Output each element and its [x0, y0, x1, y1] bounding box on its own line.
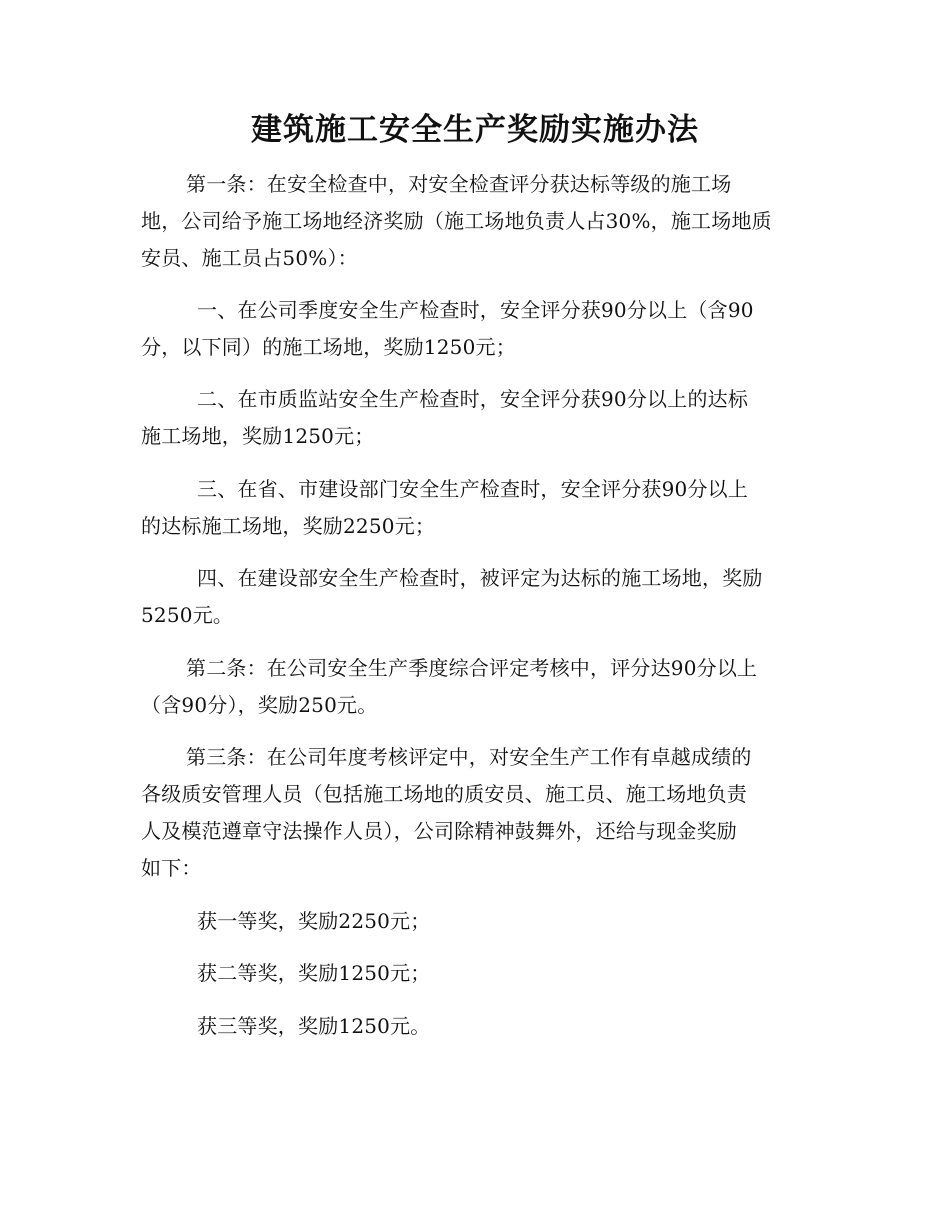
text-line: 施工场地，奖励1250元；	[141, 424, 375, 448]
document-title: 建筑施工安全生产奖励实施办法	[251, 112, 699, 148]
text-line: 第二条：在公司安全生产季度综合评定考核中，评分达90分以上	[186, 656, 758, 680]
text-line: 各级质安管理人员（包括施工场地的质安员、施工员、施工场地负责	[141, 782, 747, 806]
text-line: 第一条：在安全检查中，对安全检查评分获达标等级的施工场	[186, 172, 732, 196]
text-line: 5250元。	[141, 603, 234, 627]
text-line: 二、在市质监站安全生产检查时，安全评分获90分以上的达标	[197, 387, 749, 411]
text-line: 一、在公司季度安全生产检查时，安全评分获90分以上（含90	[197, 298, 754, 322]
text-line: 获二等奖，奖励1250元；	[197, 961, 431, 985]
text-line: 分，以下同）的施工场地，奖励1250元；	[141, 335, 516, 359]
text-line: 如下：	[141, 856, 202, 880]
text-line: 第三条：在公司年度考核评定中，对安全生产工作有卓越成绩的	[186, 745, 752, 769]
text-line: 人及模范遵章守法操作人员），公司除精神鼓舞外，还给与现金奖励	[141, 819, 737, 843]
text-line: 三、在省、市建设部门安全生产检查时，安全评分获90分以上	[197, 477, 749, 501]
text-line: 地，公司给予施工场地经济奖励（施工场地负责人占30%，施工场地质	[141, 209, 772, 233]
text-line: 获一等奖，奖励2250元；	[197, 909, 431, 933]
text-line: 四、在建设部安全生产检查时，被评定为达标的施工场地，奖励	[197, 566, 763, 590]
text-line: （含90分），奖励250元。	[141, 693, 378, 717]
text-line: 获三等奖，奖励1250元。	[197, 1014, 431, 1038]
text-line: 的达标施工场地，奖励2250元；	[141, 514, 436, 538]
text-line: 安员、施工员占50%）：	[141, 246, 358, 270]
